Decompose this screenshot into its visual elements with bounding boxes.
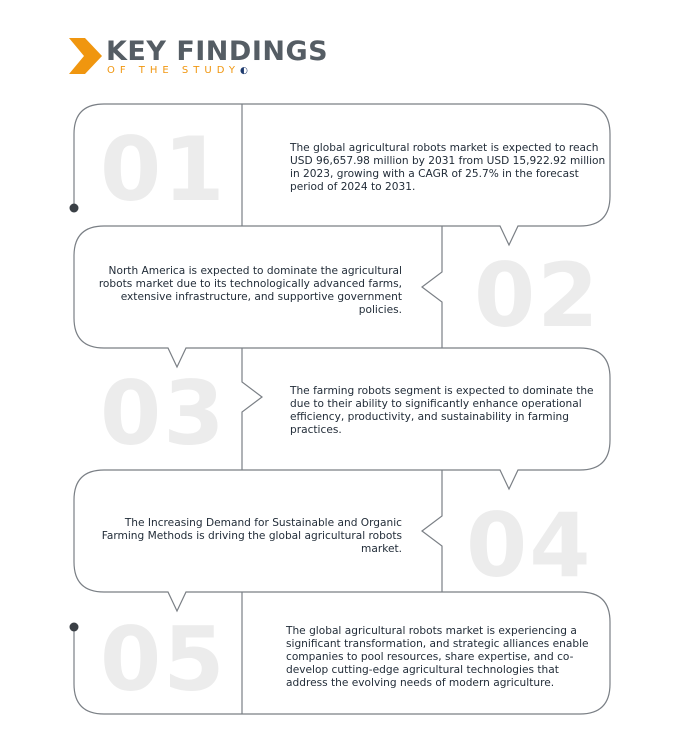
finding-text-02: North America is expected to dominate the agricultural robots market due to its technologically advanced farms, extensive infrastructure, and supportive government policies. xyxy=(98,265,402,316)
crescent-icon: ◐ xyxy=(239,66,248,76)
timeline-start-dot xyxy=(70,204,79,213)
page-subtitle: OF THE STUDY◐ xyxy=(107,65,248,76)
finding-text-01: The global agricultural robots market is expected to reach USD 96,657.98 million by 2031 from USD 15,922.92 million in 2023, growing with a CAGR of 25.7% in the forecast period of 2024 to 2031. xyxy=(290,142,606,193)
finding-number-05: 05 xyxy=(100,608,227,711)
finding-text-04: The Increasing Demand for Sustainable and Organic Farming Methods is driving the global agricultural robots market. xyxy=(101,517,402,555)
divider-02 xyxy=(422,226,442,348)
divider-03 xyxy=(242,348,262,470)
finding-text-03: The farming robots segment is expected to dominate the due to their ability to significantly enhance operational efficiency, productivity, and sustainability in farming practices. xyxy=(290,385,594,436)
timeline-end-dot xyxy=(70,623,79,632)
finding-text-05: The global agricultural robots market is experiencing a significant transformation, and strategic alliances enable companies to pool resources, share expertise, and co-develop cutting-edge agricultural technologies that address the evolving needs of modern agriculture. xyxy=(286,625,589,689)
divider-04 xyxy=(422,470,442,592)
finding-number-04: 04 xyxy=(466,494,593,597)
finding-number-01: 01 xyxy=(100,118,227,221)
finding-number-03: 03 xyxy=(100,362,227,465)
finding-number-02: 02 xyxy=(474,244,601,347)
page-title: KEY FINDINGS xyxy=(106,36,329,67)
